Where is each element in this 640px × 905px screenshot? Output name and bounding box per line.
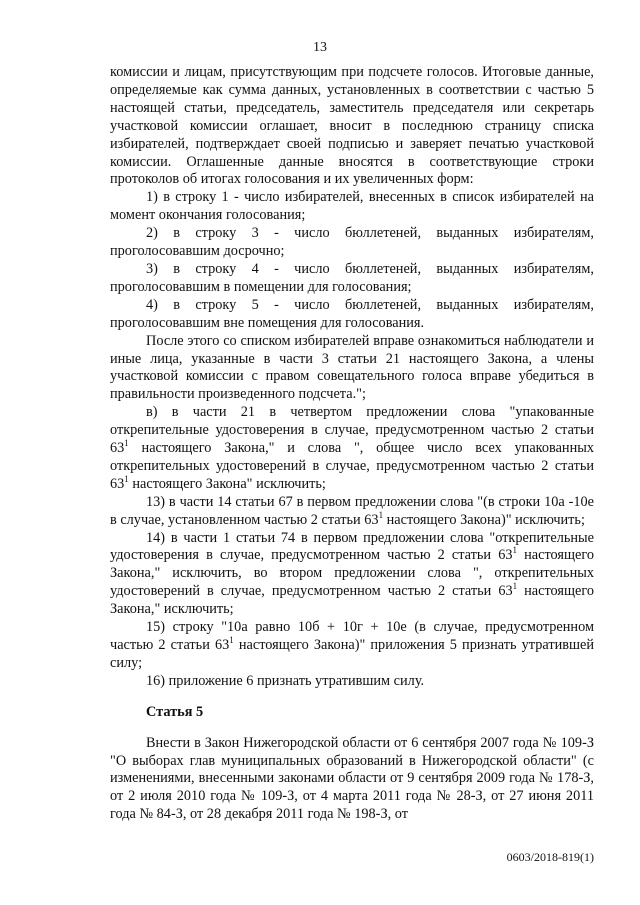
list-item: 1) в строку 1 - число избирателей, внесенных в список избирателей на момент окончания голосования;	[110, 189, 594, 224]
paragraph: комиссии и лицам, присутствующим при подсчете голосов. Итоговые данные, определяемые как сумма данных, установленных в соответствии с частью 5 настоящей статьи, председатель, заместитель председателя или секретарь участковой комиссии оглашает, вносит в последнюю страницу списка избирателей, подтверждает своей подписью и заверяет печатью участковой комиссии. Оглашенные данные вносятся в соответствующие строки протоколов об итогах голосования и их увеличенных форм:	[110, 64, 594, 188]
list-item: 13) в части 14 статьи 67 в первом предложении слова "(в строки 10а -10е в случае, установленном частью 2 статьи $63^1$ настоящего Закона)" исключить;	[110, 493, 594, 528]
superscript: 1	[512, 545, 517, 556]
superscript: 1	[512, 581, 518, 592]
document-code: 0603/2018-819(1)	[506, 850, 594, 864]
page-number: 13	[313, 40, 327, 55]
superscript: 1	[124, 473, 129, 484]
list-item: 4) в строку 5 - число бюллетеней, выданных избирателям, проголосовавшим вне помещения для голосования.	[110, 296, 594, 331]
list-item: 14) в части 1 статьи 74 в первом предложении слова "открепительные удостоверения в случае, предусмотренном частью 2 статьи $63^1$ настоящего Закона," исключить, во втором предложении слова ", открепительных удостоверений в случае, предусмотренном частью 2 статьи $63^1$ настоящего Закона," исключить;	[110, 529, 594, 618]
article-paragraph: Внести в Закон Нижегородской области от 6 сентября 2007 года № 109-З "О выборах глав муниципальных образований в Нижегородской области" (с изменениями, внесенными законами области от 9 сентября 2009 года № 178-З, от 2 июля 2010 года № 109-З, от 4 марта 2011 года № 28-З, от 27 июня 2011 года № 84-З, от 28 декабря 2011 года № 198-З, от	[110, 734, 594, 823]
superscript: 1	[378, 509, 384, 520]
paragraph: После этого со списком избирателей вправе ознакомиться наблюдатели и иные лица, указанные в части 3 статьи 21 настоящего Закона, а члены участковой комиссии с правом совещательного голоса вправе убедиться в правильности произведенного подсчета.";	[110, 332, 594, 403]
list-item: 15) строку "10а равно 10б + 10г + 10е (в случае, предусмотренном частью 2 статьи $63^1$ настоящего Закона)" приложения 5 признать утратившей силу;	[110, 619, 594, 671]
superscript: 1	[229, 635, 234, 645]
list-item: 2) в строку 3 - число бюллетеней, выданных избирателям, проголосовавшим досрочно;	[110, 225, 594, 260]
superscript: 1	[124, 438, 129, 449]
list-item: 3) в строку 4 - число бюллетеней, выданных избирателям, проголосовавшим в помещении для голосования;	[110, 260, 594, 295]
list-item: в) в части 21 в четвертом предложении слова "упакованные открепительные удостоверения в случае, предусмотренном частью 2 статьи $63^1$ настоящего Закона," и слова ", общее число всех упакованных открепительных удостоверений в случае, предусмотренном частью 2 статьи $63^1$ настоящего Закона" исключить;	[110, 404, 594, 492]
article-heading: Статья 5	[146, 703, 204, 720]
list-item: 16) приложение 6 признать утратившим силу.	[146, 672, 425, 689]
document-body	[110, 64, 594, 824]
